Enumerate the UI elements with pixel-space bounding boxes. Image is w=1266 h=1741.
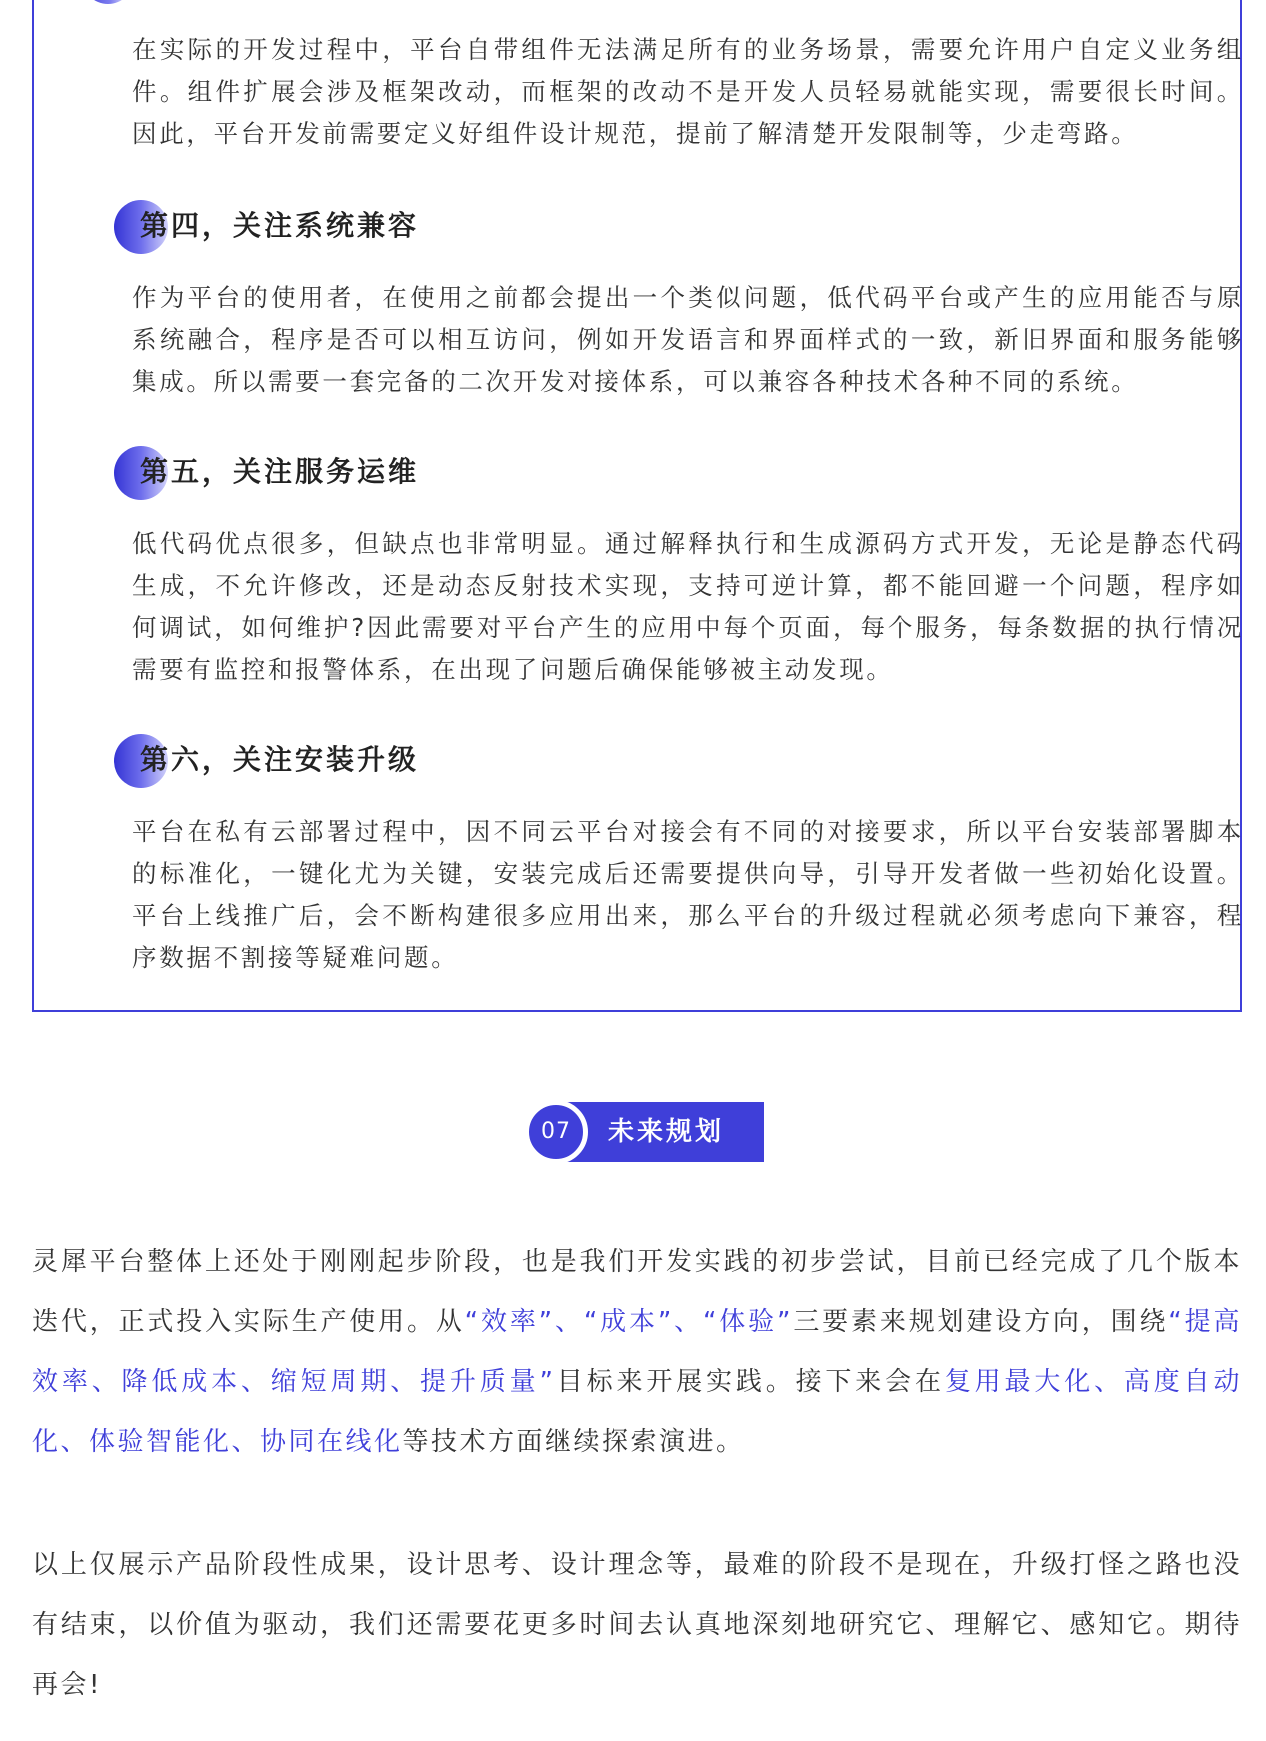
chapter-number: 07	[524, 1100, 588, 1164]
section-heading-5	[114, 446, 714, 500]
chapter-badge	[524, 1100, 764, 1164]
highlight-text: “提高效率、降低成本、缩短周期、提升质量”	[32, 1307, 1242, 1397]
highlight-text: 复用最大化、高度自动化、体验智能化、协同在线化	[32, 1367, 1242, 1457]
section-paragraph: 作为平台的使用者，在使用之前都会提出一个类似问题，低代码平台或产生的应用能否与原系统融合，程序是否可以相互访问，例如开发语言和界面样式的一致，新旧界面和服务能够集成。所以需要一套完备的二次开发对接体系，可以兼容各种技术各种不同的系统。	[132, 283, 1244, 396]
closing-paragraph: 以上仅展示产品阶段性成果，设计思考、设计理念等，最难的阶段不是现在，升级打怪之路也没有结束，以价值为驱动，我们还需要花更多时间去认真地深刻地研究它、理解它、感知它。期待再会!	[32, 1550, 1242, 1700]
section-title: 第四，关注系统兼容	[140, 209, 420, 242]
future-text: 目标来开展实践。接下来会在	[555, 1367, 945, 1397]
section-heading-6	[114, 734, 714, 788]
section-title: 第五，关注服务运维	[140, 455, 420, 488]
section-heading-4	[114, 200, 714, 254]
section-bullet-icon	[82, 0, 134, 4]
section-title: 第六，关注安装升级	[140, 743, 420, 776]
content-card	[32, 0, 1242, 1012]
future-text: 等技术方面继续探索演进。	[402, 1427, 745, 1457]
future-text: 灵犀平台整体上还处于刚刚起步阶段，也是我们开发实践的初步尝试，目前已经完成了几个版本迭代，正式投入实际生产使用。从	[32, 1247, 1242, 1337]
future-text: 三要素来规划建设方向，围绕	[792, 1307, 1169, 1337]
intro-paragraph: 在实际的开发过程中，平台自带组件无法满足所有的业务场景，需要允许用户自定义业务组件。组件扩展会涉及框架改动，而框架的改动不是开发人员轻易就能实现，需要很长时间。因此，平台开发前需要定义好组件设计规范，提前了解清楚开发限制等，少走弯路。	[132, 35, 1244, 148]
section-paragraph: 平台在私有云部署过程中，因不同云平台对接会有不同的对接要求，所以平台安装部署脚本的标准化，一键化尤为关键，安装完成后还需要提供向导，引导开发者做一些初始化设置。平台上线推广后，会不断构建很多应用出来，那么平台的升级过程就必须考虑向下兼容，程序数据不割接等疑难问题。	[132, 817, 1244, 972]
section-paragraph: 低代码优点很多，但缺点也非常明显。通过解释执行和生成源码方式开发，无论是静态代码生成，不允许修改，还是动态反射技术实现，支持可逆计算，都不能回避一个问题，程序如何调试，如何维护?因此需要对平台产生的应用中每个页面，每个服务，每条数据的执行情况需要有监控和报警体系，在出现了问题后确保能够被主动发现。	[132, 529, 1244, 684]
highlight-text: “效率”、“成本”、“体验”	[464, 1307, 793, 1337]
future-paragraph	[32, 1232, 1242, 1472]
chapter-title: 未来规划	[608, 1117, 725, 1147]
